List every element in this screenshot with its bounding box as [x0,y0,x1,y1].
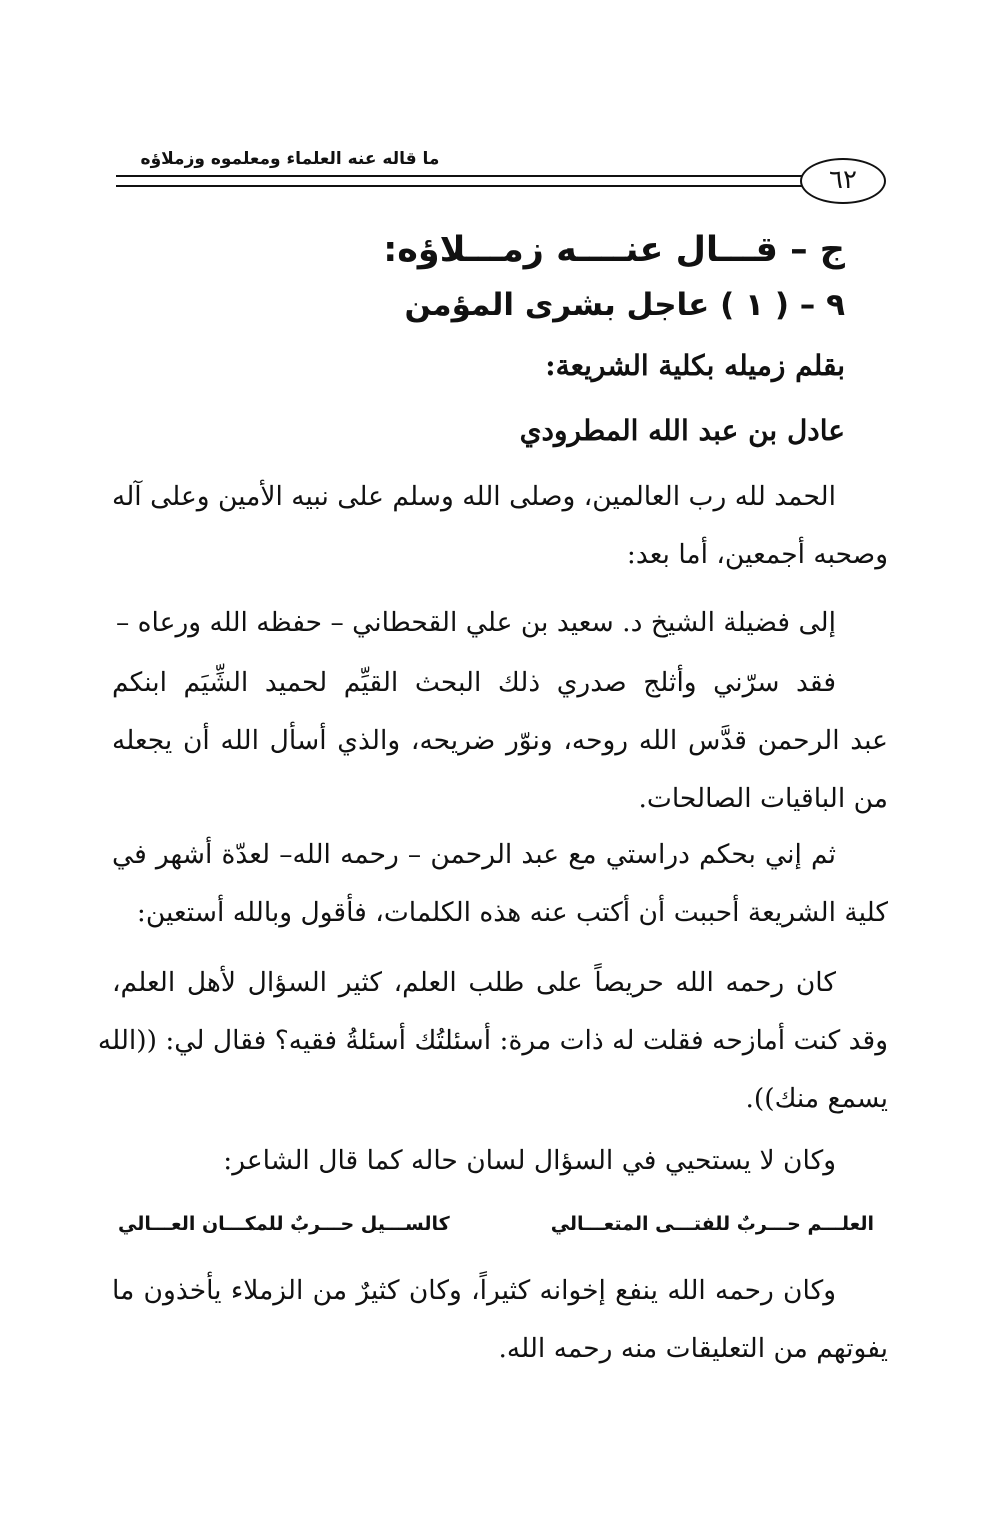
paragraph-praise [112,654,888,828]
paragraph-line: وصحبه أجمعين، أما بعد: [626,539,888,570]
paragraph-line: من الباقيات الصالحات. [638,783,888,814]
paragraph-line: عبد الرحمن قدَّس الله روحه، ونوّر ضريحه، والذي أسأل الله أن يجعله [112,725,888,756]
poem-first-hemistich: العلـــم حـــربٌ للفتـــى المتعـــالي [550,1213,874,1235]
paragraph-line: الحمد لله رب العالمين، وصلى الله وسلم على نبيه الأمين وعلى آله [112,481,836,512]
header-rule-top [116,175,806,177]
author-name: عادل بن عبد الله المطرودي [519,414,845,447]
paragraph-line: يسمع منك)). [745,1083,888,1114]
page-number-badge: ٦٢ [800,158,886,204]
article-heading: ٩ – ( ١ ) عاجل بشرى المؤمن [404,287,845,323]
paragraph-line: ثم إني بحكم دراستي مع عبد الرحمن – رحمه الله– لعدّة أشهر في [112,839,836,870]
paragraph-addressee [112,594,888,652]
paragraph-line: وقد كنت أمازحه فقلت له ذات مرة: أسئلتُك أسئلةُ فقيه؟ فقال لي: ((الله [97,1025,888,1056]
paragraph-line: يفوتهم من التعليقات منه رحمه الله. [498,1333,888,1364]
running-title: ما قاله عنه العلماء ومعلموه وزملاؤه [140,149,440,169]
paragraph-poem-intro [112,1132,888,1190]
paragraph-character [97,954,888,1128]
paragraph-closing [112,1262,888,1378]
section-heading: ج – قـــال عنــــه زمـــلاؤه: [383,230,845,270]
paragraph-study [112,826,888,942]
paragraph-line: إلى فضيلة الشيخ د. سعيد بن علي القحطاني – حفظه الله ورعاه – [116,607,836,638]
header-rule-bottom [116,185,806,187]
byline: بقلم زميله بكلية الشريعة: [545,349,845,382]
poem-second-hemistich: كالســـيل حـــربٌ للمكـــان العـــالي [118,1213,450,1235]
paragraph-line: وكان رحمه الله ينفع إخوانه كثيراً، وكان كثيرٌ من الزملاء يأخذون ما [112,1275,836,1306]
paragraph-line: كلية الشريعة أحببت أن أكتب عنه هذه الكلمات، فأقول وبالله أستعين: [136,897,888,928]
paragraph-opening [112,468,888,584]
paragraph-line: كان رحمه الله حريصاً على طلب العلم، كثير السؤال لأهل العلم، [112,967,836,998]
paragraph-line: فقد سرّني وأثلج صدري ذلك البحث القيِّم لحميد الشِّيَم ابنكم [112,667,836,698]
paragraph-line: وكان لا يستحيي في السؤال لسان حاله كما قال الشاعر: [223,1145,836,1176]
